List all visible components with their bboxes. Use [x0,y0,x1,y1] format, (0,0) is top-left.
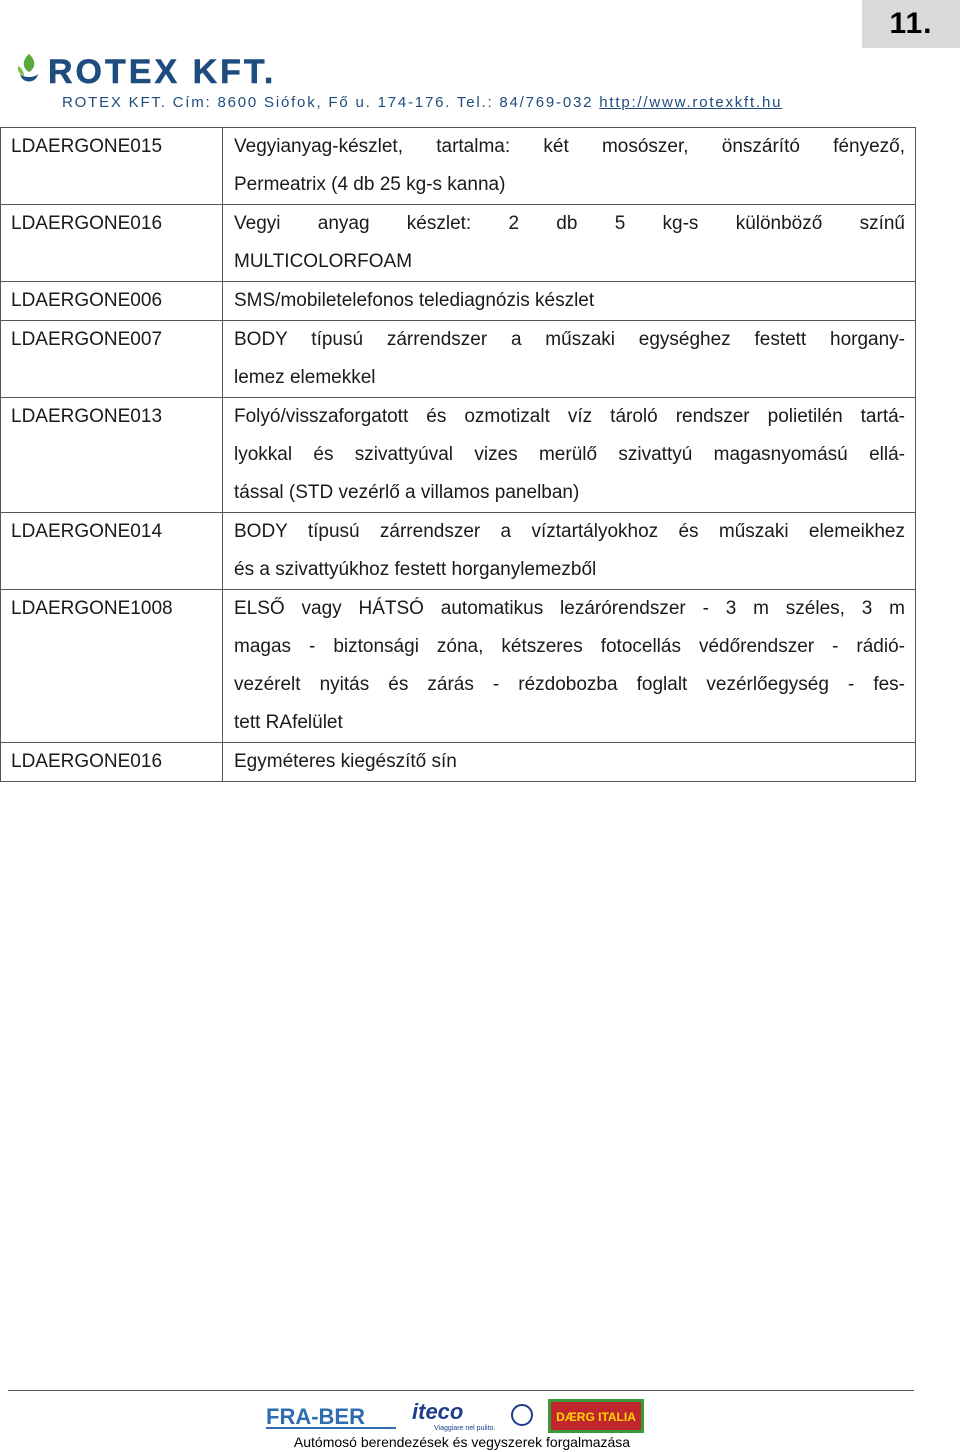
footer-caption [0,1434,960,1450]
description-line: ELSŐ vagy HÁTSÓ automatikus lezárórendszer - 3 m széles, 3 m [234,598,905,619]
iteco-logo [408,1399,538,1433]
svg-text:Viaggiare nel pulito.: Viaggiare nel pulito. [434,1425,496,1432]
equipment-table [0,127,916,782]
table-row [1,321,916,398]
fraber-logo [264,1402,398,1430]
page-number: 11. [862,0,960,48]
description-line: SMS/mobiletelefonos telediagnózis készlet [234,290,595,311]
footer-divider [8,1390,914,1391]
svg-text:FRA-BER: FRA-BER [266,1404,365,1429]
product-code: LDAERGONE1008 [1,590,223,743]
svg-text:DÆRG ITALIA: DÆRG ITALIA [556,1410,636,1424]
description-line: Permeatrix (4 db 25 kg-s kanna) [234,174,506,195]
description-line: magas - biztonsági zóna, kétszeres fotocellás védőrendszer - rádió- [234,636,905,657]
description-line: Folyó/visszaforgatott és ozmotizalt víz tároló rendszer polietilén tartá- [234,406,905,427]
description-line: tett RAfelület [234,712,343,733]
product-code: LDAERGONE016 [1,205,223,282]
product-code: LDAERGONE016 [1,743,223,782]
partner-logos [264,1398,664,1434]
description-line: lemez elemekkel [234,367,376,388]
description-line: Egyméteres kiegészítő sín [234,751,457,772]
product-description [223,321,916,398]
table-row [1,743,916,782]
table-row [1,398,916,513]
rotex-leaf-icon [14,52,44,92]
table-row [1,282,916,321]
description-line: és a szivattyúkhoz festett horganylemezből [234,559,597,580]
description-line: BODY típusú zárrendszer a műszaki egységhez festett horgany- [234,329,905,350]
svg-text:iteco: iteco [412,1399,464,1424]
company-contact-line [62,94,782,111]
description-line: tással (STD vezérlő a villamos panelban) [234,482,580,503]
website-link[interactable]: http://www.rotexkft.hu [599,94,783,111]
description-line: Vegyi anyag készlet: 2 db 5 kg-s különböző színű [234,213,905,234]
description-line: lyokkal és szivattyúval vizes merülő szivattyú magasnyomású ellá- [234,444,905,465]
description-line: Vegyianyag-készlet, tartalma: két mosószer, önszárító fényező, [234,136,905,157]
logo-wordmark: ROTEX KFT. [48,52,277,91]
product-description [223,743,916,782]
product-description [223,398,916,513]
product-code: LDAERGONE007 [1,321,223,398]
table-row [1,590,916,743]
product-code: LDAERGONE014 [1,513,223,590]
contact-text: ROTEX KFT. Cím: 8600 Siófok, Fő u. 174-176. Tel.: 84/769-032 [62,94,600,111]
footer-caption-text: Autómosó berendezések és vegyszerek forgalmazása [293,1434,631,1450]
table-row [1,513,916,590]
product-description [223,590,916,743]
description-line: BODY típusú zárrendszer a víztartályokhoz és műszaki elemeikhez [234,521,905,542]
product-code: LDAERGONE015 [1,128,223,205]
rotex-logo [14,50,276,94]
product-description [223,282,916,321]
description-line: MULTICOLORFOAM [234,251,413,272]
product-code: LDAERGONE013 [1,398,223,513]
table-row [1,205,916,282]
daerg-italia-logo [548,1399,644,1433]
product-description [223,128,916,205]
product-description [223,205,916,282]
description-line: vezérelt nyitás és zárás - rézdobozba foglalt vezérlőegység - fes- [234,674,905,695]
product-code: LDAERGONE006 [1,282,223,321]
product-description [223,513,916,590]
table-row [1,128,916,205]
